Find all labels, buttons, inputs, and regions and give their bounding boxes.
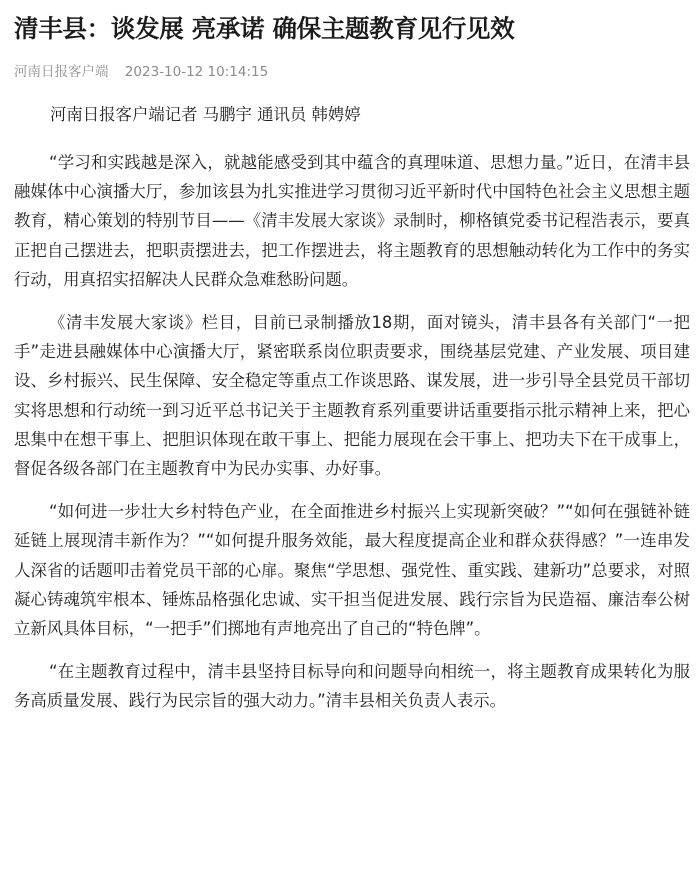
article-paragraph: 《清丰发展大家谈》栏目，目前已录制播放18期，面对镜头，清丰县各有关部门“一把手”走进县融媒体中心演播大厅，紧密联系岗位职责要求，围绕基层党建、产业发展、项目建设、乡村振兴、民生保障、安全稳定等重点工作谈思路、谋发展，进一步引导全县党员干部切实将思想和行动统一到习近平总书记关于主题教育系列重要讲话重要指示批示精神上来，把心思集中在想干事上、把胆识体现在敢干事上、把能力展现在会干事上、把功夫下在干成事上，督促各级各部门在主题教育中为民办实事、办好事。 [14,313,690,479]
article-source[interactable]: 河南日报客户端 [14,64,109,80]
article-paragraph: “如何进一步壮大乡村特色产业，在全面推进乡村振兴上实现新突破？”“如何在强链补链延链上展现清丰新作为？”“如何提升服务效能，最大程度提高企业和群众获得感？”一连串发人深省的话题叩击着党员干部的心扉。聚焦“学思想、强党性、重实践、建新功”总要求，对照凝心铸魂筑牢根本、锤炼品格强化忠诚、实干担当促进发展、践行宗旨为民造福、廉洁奉公树立新风具体目标，“一把手”们掷地有声地亮出了自己的“特色牌”。 [14,502,690,639]
article-body [14,148,690,730]
article-byline: 河南日报客户端记者 马鹏宇 通讯员 韩娉婷 [50,105,361,124]
article-paragraph: “学习和实践越是深入，就越能感受到其中蕴含的真理味道、思想力量。”近日，在清丰县融媒体中心演播大厅，参加该县为扎实推进学习贯彻习近平新时代中国特色社会主义思想主题教育，精心策划的特别节目——《清丰发展大家谈》录制时，柳格镇党委书记程浩表示，要真正把自己摆进去，把职责摆进去，把工作摆进去，将主题教育的思想触动转化为工作中的务实行动，用真招实招解决人民群众急难愁盼问题。 [14,153,690,289]
article-meta [14,62,268,82]
article-title: 清丰县：谈发展 亮承诺 确保主题教育见行见效 [14,14,515,43]
article-paragraph: “在主题教育过程中，清丰县坚持目标导向和问题导向相统一，将主题教育成果转化为服务高质量发展、践行为民宗旨的强大动力。”清丰县相关负责人表示。 [14,662,690,711]
article-datetime: 2023-10-12 10:14:15 [124,64,269,80]
